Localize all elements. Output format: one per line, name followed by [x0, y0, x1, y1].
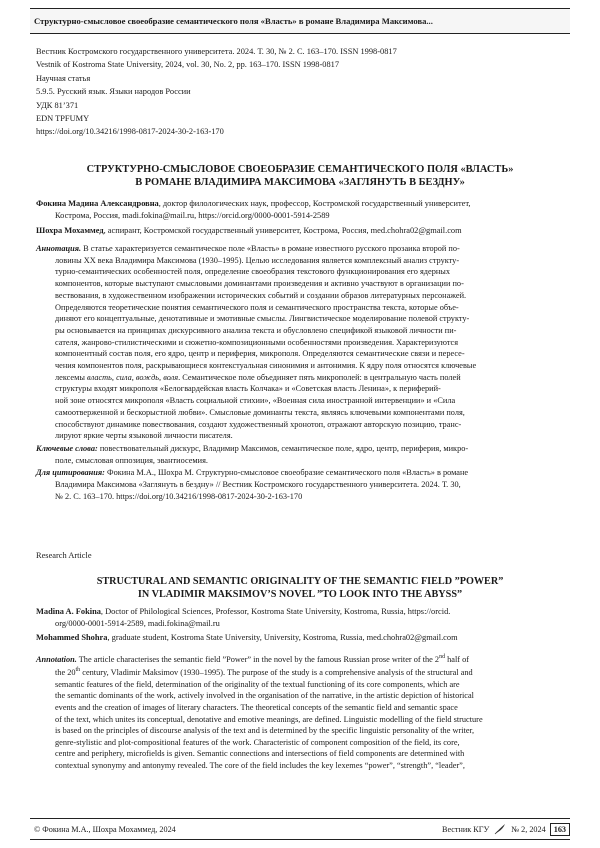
author-affiliation: , доктор филологических наук, профессор, Костромской государственный университет,: [158, 199, 471, 208]
abstract-en-fragment: century, Vladimir Maksimov (1930–1995). The purpose of the study is a comprehensive analysis of the structural and: [80, 668, 473, 678]
abstract-line-lexemes: [55, 372, 566, 384]
abstract-line: структуры входят микрополя «Белогвардейская власть Колчака» и «Советская власть Ленина», к периферий-: [55, 384, 441, 394]
abstract-en-line: genre-stylistic and plot-compositional features of the work. Characteristic of component composition of the field, its core,: [55, 737, 460, 747]
abstract-line: ры основывается на принципах дискурсивного анализа текста и обусловлено спецификой языковой личности пи-: [55, 325, 457, 335]
abstract-en-line: contextual synonymy and antonymy revealed. The core of the field includes the key lexemes “power”, “strength”, “leader”,: [55, 760, 465, 770]
superscript: th: [75, 667, 81, 674]
author-ru-2: [36, 225, 566, 237]
abstract-ru: [36, 243, 566, 503]
meta-line-edn: EDN TPFUMY: [36, 114, 90, 124]
meta-line-specialty: 5.9.5. Русский язык. Языки народов России: [36, 87, 191, 97]
abstract-line: компонентный состав поля, его ядро, центр и периферия, микрополя. Определяются семантические связи и пересе-: [55, 349, 465, 359]
keywords-ru: [36, 443, 566, 466]
superscript: nd: [439, 654, 446, 660]
abstract-en-line: is based on the principles of discourse analysis of the text and is determined by the specific linguistic personality of the writer,: [55, 726, 475, 736]
running-head: [30, 8, 570, 34]
keywords-text-2: поле, смысловая оппозиция, эвантиосемия.: [55, 455, 209, 465]
abstract-ru-block: [36, 243, 566, 442]
citation-label: Для цитирования:: [36, 468, 105, 478]
abstract-line: диняют его концептуальные, денотативные и эмотивные смыслы. Лингвистическое моделирование полевой структу-: [55, 314, 470, 324]
meta-line-udc: УДК 81’371: [36, 100, 79, 110]
abstract-en-line: semantic features of the field, determination of the originality of the textual functioning of its core components, which are: [55, 679, 460, 689]
copyright: © Фокина М.А., Шохра Мохаммед, 2024: [34, 824, 176, 834]
authors-en: [36, 606, 566, 647]
page-footer: [30, 818, 570, 840]
journal-name: Вестник КГУ: [442, 824, 490, 834]
abstract-line: ной зоне относятся микрополя «Власть социальной стихии», «Военная сила иностранной интервенции» и «Сила: [55, 396, 456, 406]
article-meta: [36, 45, 566, 139]
author-contact[interactable]: org/0000-0001-5914-2589, madi.fokina@mail.ru: [55, 619, 220, 629]
lexemes-italic: власть, сила, вождь, воля: [87, 372, 179, 382]
abstract-en-line: [55, 665, 566, 678]
abstract-line: В статье характеризуется семантическое поле «Власть» в романе известного русского прозаика второй по-: [81, 244, 460, 253]
lexemes-suffix: . Семантическое поле объединяет пять микрополей: в центральную часть полей: [178, 372, 461, 382]
abstract-line: Определяются теоретические понятия семантического поля и семантического пространства текста, которые объе-: [55, 302, 459, 312]
author-affiliation: , аспирант, Костромской государственный университет, Кострома, Россия, med.chohra02@gmail.com: [103, 225, 462, 235]
footer-right: [442, 823, 570, 836]
title-en-line-1: STRUCTURAL AND SEMANTIC ORIGINALITY OF THE SEMANTIC FIELD ”POWER”: [96, 576, 504, 587]
abstract-line: турно-семантических особенностей поля, определение своеобразия текстового функционирования его ядерных: [55, 267, 451, 277]
citation-text-3[interactable]: № 2. С. 163–170. https://doi.org/10.34216/1998-0817-2024-30-2-163-170: [55, 491, 303, 501]
citation-ru: [36, 467, 566, 502]
abstract-line: вествования, в художественном изображении исторических событий и создании образов литературных персонажей.: [55, 290, 467, 300]
author-name: Madina A. Fokina: [36, 607, 101, 616]
citation-text-2: Владимира Максимова «Заглянуть в бездну» // Вестник Костромского государственного университета. 2024. Т. 30,: [55, 480, 461, 490]
meta-line-journal-en: Vestnik of Kostroma State University, 2024, vol. 30, No. 2, pp. 163–170. ISSN 1998-0817: [36, 60, 340, 70]
abstract-en-line: half of: [445, 654, 470, 664]
abstract-line: способствуют динамике повествования, создают художественный хронотоп, отражают авторскую позицию, транс-: [55, 419, 462, 429]
keywords-text: повествовательный дискурс, Владимир Максимов, семантическое поле, ядро, центр, периферия, микро-: [97, 443, 469, 453]
abstract-en-line: centre and periphery, microfields is given. Semantic connections and intersections of field components are determined with: [55, 749, 465, 759]
issue-number: № 2, 2024: [511, 824, 546, 834]
keywords-label: Ключевые слова:: [36, 443, 98, 453]
author-contact[interactable]: Кострома, Россия, madi.fokina@mail.ru, https://orcid.org/0000-0001-5914-2589: [55, 211, 330, 221]
abstract-line: лируют яркие черты языковой личности писателя.: [55, 431, 233, 441]
abstract-en-line: events and the creation of images of literary characters. The theoretical concepts of the semantic field and semantic space: [55, 702, 458, 712]
abstract-en-line: of the text, which unites its conceptual, denotative and emotive meanings, are defined. Linguistic modelling of the field structure: [55, 714, 483, 724]
abstract-en-fragment: the 20: [55, 668, 76, 678]
abstract-line: компонентов, которые выступают смысловыми доминантами произведения и активно участвуют в организации по-: [55, 279, 464, 289]
meta-line-journal-ru: Вестник Костромского государственного университета. 2024. Т. 30, № 2. С. 163–170. ISSN 1998-0817: [36, 47, 397, 56]
author-affiliation: , Doctor of Philological Sciences, Professor, Kostroma State University, Kostroma, Russia, https://orcid.: [100, 607, 451, 616]
abstract-line: ловины XX века Владимира Максимова (1930–1995). Целью исследования является комплексный анализ структу-: [55, 255, 460, 265]
title-ru-line-2: В РОМАНЕ ВЛАДИМИРА МАКСИМОВА «ЗАГЛЯНУТЬ В БЕЗДНУ»: [135, 177, 465, 189]
author-name: Фокина Мадина Александровна: [36, 199, 159, 208]
lexemes-prefix: лексемы: [55, 372, 88, 382]
author-en-1: [36, 606, 566, 630]
title-en: [30, 575, 570, 601]
abstract-line: сателя, жанрово-стилистическими и сюжетно-композиционными особенностями произведения. Характеризуются: [55, 337, 459, 347]
authors-ru: [36, 198, 566, 239]
title-en-line-2: IN VLADIMIR MAKSIMOV’S NOVEL ”TO LOOK INTO THE ABYSS”: [137, 589, 463, 601]
author-affiliation: , graduate student, Kostroma State University, University, Kostroma, Russia, med.chohra02@gmail.com: [107, 633, 458, 643]
meta-line-doi[interactable]: https://doi.org/10.34216/1998-0817-2024-30-2-163-170: [36, 127, 224, 137]
author-ru-1: [36, 198, 566, 223]
author-name: Шохра Мохаммед: [36, 225, 104, 235]
title-ru: [30, 163, 570, 190]
author-en-2: [36, 632, 566, 644]
abstract-en-line: The article characterises the semantic field ”Power” in the novel by the famous Russian prose writer of the 2: [76, 654, 440, 664]
meta-line-article-type: Научная статья: [36, 73, 91, 83]
citation-text: Фокина М.А., Шохра М. Структурно-смысловое своеобразие семантического поля «Власть» в романе: [104, 468, 469, 478]
author-name: Mohammed Shohra: [36, 633, 108, 643]
research-article-label: Research Article: [36, 551, 92, 560]
abstract-line: чения компонентов поля, раскрывающиеся контекстуальная синонимия и антонимия. К ядру поля относятся ключевые: [55, 361, 477, 371]
abstract-label: Аннотация.: [36, 244, 82, 253]
page-number: 163: [550, 823, 570, 836]
abstract-en-line: the semantic dominants of the work, actively involved in the organisation of the narrative, in the artistic depiction of historical: [55, 691, 474, 701]
quill-logo-icon: [493, 823, 507, 835]
abstract-en: [36, 652, 566, 771]
abstract-en-label: Annotation.: [36, 654, 77, 664]
running-head-text: Структурно-смысловое своеобразие семантического поля «Власть» в романе Владимира Максимова...: [34, 16, 433, 26]
abstract-line: самоотверженной и бескорыстной любви». Смысловые доминанты текста, являясь ключевыми компонентами поля,: [55, 407, 465, 417]
title-ru-line-1: СТРУКТУРНО-СМЫСЛОВОЕ СВОЕОБРАЗИЕ СЕМАНТИЧЕСКОГО ПОЛЯ «ВЛАСТЬ»: [86, 164, 514, 175]
